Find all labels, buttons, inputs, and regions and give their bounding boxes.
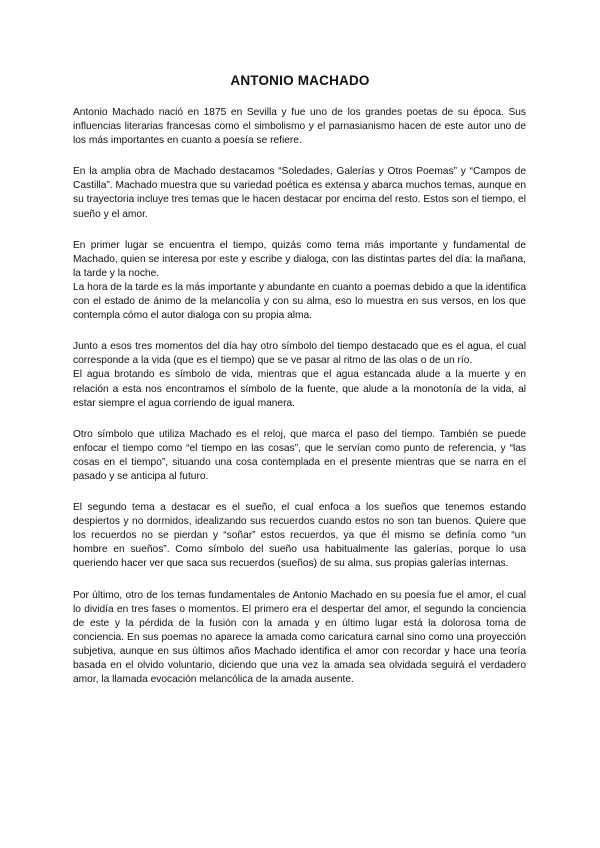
paragraph-amor <box>73 589 526 688</box>
page-title: ANTONIO MACHADO <box>230 73 370 88</box>
paragraph-text: El agua brotando es símbolo de vida, mientras que el agua estancada alude a la muerte y en relación a esta nos encontramos el símbolo de la fuente, que alude a la monotonía de la vida, al estar siempre el agua corriendo de igual manera. <box>73 369 526 409</box>
paragraph-text: En la amplia obra de Machado destacamos “Soledades, Galerías y Otros Poemas” y “Campos de Castilla”. Machado muestra que su variedad poética es extensa y abarca muchos temas, aunque en su trayectoria incluye tres temas que le hacen destacar por encima del resto. Estos son el tiempo, el sueño y el amor. <box>73 166 526 220</box>
document-body <box>73 106 526 704</box>
paragraph-text: La hora de la tarde es la más importante y abundante en cuanto a poemas debido a que la identifica con el estado de ánimo de la melancolía y con su alma, eso lo muestra en sus versos, en los que contempla cómo el autor dialoga con su propia alma. <box>73 281 526 322</box>
paragraph-reloj <box>73 428 526 484</box>
paragraph-sueno <box>73 501 526 571</box>
paragraph-text: El segundo tema a destacar es el sueño, el cual enfoca a los sueños que tenemos estando despiertos y no dormidos, idealizando sus recuerdos cuando estos no son tan buenos. Quiere que los recuerdos no se pierdan y “soñar” estos recuerdos, ya que él mismo se definía como “un hombre en sueños”. Como símbolo del sueño usa habitualmente las galerías, porque lo usa queriendo hacer ver que saca sus recuerdos (sueños) de su alma, sus propias galerías internas. <box>73 502 526 570</box>
paragraph-text: Junto a esos tres momentos del día hay otro símbolo del tiempo destacado que es el agua, el cual corresponde a la vida (que es el tiempo) que se ve pasar al ritmo de las olas o de un río. <box>73 341 526 367</box>
paragraph-agua <box>73 340 526 410</box>
paragraph-text: Antonio Machado nació en 1875 en Sevilla y fue uno de los grandes poetas de su época. Sus influencias literarias francesas como el simbolismo y el parnasianismo hacen de este autor uno de los más importantes en cuanto a poesía se refiere. <box>73 107 526 147</box>
paragraph-intro <box>73 106 526 148</box>
paragraph-text: Por último, otro de los temas fundamentales de Antonio Machado en su poesía fue el amor, el cual lo dividía en tres fases o momentos. El primero era el despertar del amor, el segundo la conciencia de este y la pérdida de la fusión con la amada y en último lugar está la dolorosa toma de conciencia. En sus poemas no aparece la amada como caricatura carnal sino como una proyección subjetiva, aunque en sus últimos años Machado identifica el amor con recordar y hace una teoría basada en el olvido voluntario, diciendo que una vez la amada sea olvidada seguirá el verdadero amor, la llamada evocación melancólica de la amada ausente. <box>73 589 526 686</box>
paragraph-text: Otro símbolo que utiliza Machado es el reloj, que marca el paso del tiempo. También se puede enfocar el tiempo como “el tiempo en las cosas”, que le servían como punto de referencia, y “las cosas en el tiempo”, situando una cosa contemplada en el presente mientras que se narra en el pasado y se anticipa al futuro. <box>73 428 526 482</box>
paragraph-obras <box>73 165 526 221</box>
paragraph-tiempo <box>73 239 526 324</box>
paragraph-text: En primer lugar se encuentra el tiempo, quizás como tema más importante y fundamental de Machado, quien se interesa por este y escribe y dialoga, con las distintas partes del día: la mañana, la tarde y la noche. <box>73 239 526 279</box>
